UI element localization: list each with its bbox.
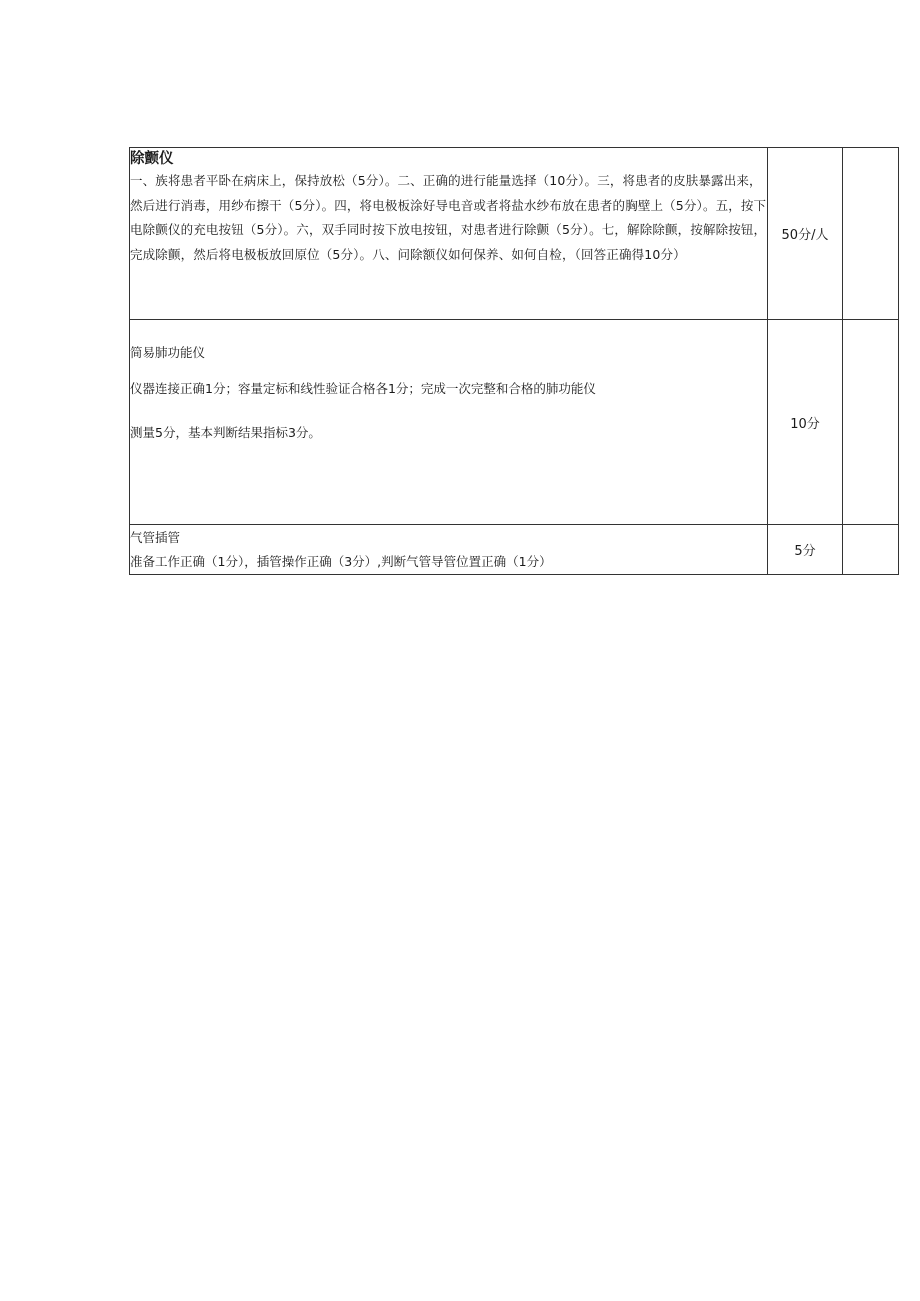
item-description-cell	[130, 320, 768, 525]
blank-cell	[843, 148, 899, 320]
item-score: 50分/人	[768, 148, 843, 320]
item-description-cell	[130, 148, 768, 320]
assessment-table	[129, 147, 899, 575]
item-description-cell	[130, 525, 768, 575]
item-score: 5分	[768, 525, 843, 575]
table-row-defibrillator	[130, 148, 899, 320]
item-criteria-line: 仪器连接正确1分；容量定标和线性验证合格各1分；完成一次完整和合格的肺功能仪	[130, 381, 596, 396]
item-criteria: 一、族将患者平卧在病床上，保持放松（5分）。二、正确的进行能量选择（10分）。三，将患者的皮肤暴露出来，然后进行消毒，用纱布擦干（5分）。四，将电极板涂好导电音或者将盐水纱布放在患者的胸壁上（5分）。五，按下电除颤仪的充电按钮（5分）。六，双手同时按下放电按钮，对患者进行除颤（5分）。七，解除除颤，按解除按钮，完成除颤，然后将电极板放回原位（5分）。八、问除额仪如何保养、如何自检，（回答正确得10分）	[130, 173, 767, 262]
item-title: 除颤仪	[130, 151, 174, 167]
item-title: 简易肺功能仪	[130, 345, 206, 360]
item-criteria-line: 准备工作正确（1分），插管操作正确（3分）,判断气管导管位置正确（1分）	[130, 554, 552, 569]
table-row-spirometer	[130, 320, 899, 525]
blank-cell	[843, 525, 899, 575]
table-row-intubation	[130, 525, 899, 575]
item-criteria-line: 测量5分，基本判断结果指标3分。	[130, 425, 321, 440]
blank-cell	[843, 320, 899, 525]
item-title: 气管插管	[130, 530, 181, 545]
item-score: 10分	[768, 320, 843, 525]
